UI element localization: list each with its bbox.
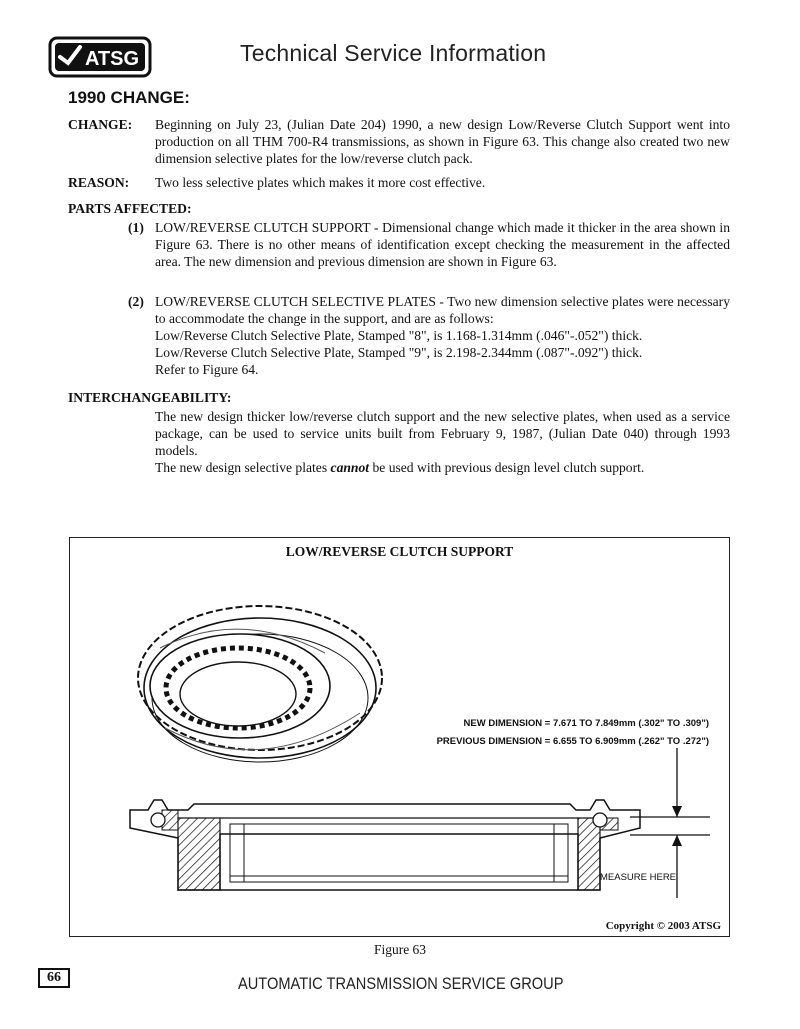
logo-text: ATSG — [84, 48, 140, 70]
interchangeability-text: The new design thicker low/reverse clutch support and the new selective plates, when used as a service package, can be used to service units built from February 9, 1987, (Julian Date 040) through 1993 models. — [155, 409, 730, 458]
item2-plate9: Low/Reverse Clutch Selective Plate, Stamped "9", is 2.198-2.344mm (.087"-.092") thick. — [155, 345, 643, 360]
atsg-logo — [48, 36, 152, 78]
reason-text: Two less selective plates which makes it more cost effective. — [155, 175, 486, 190]
ring-3d-view — [138, 606, 382, 762]
change-label: CHANGE: — [68, 117, 133, 132]
item2-block — [155, 293, 730, 378]
copyright: Copyright © 2003 ATSG — [605, 920, 721, 932]
footer-org: AUTOMATIC TRANSMISSION SERVICE GROUP — [238, 974, 564, 993]
item2-plate8: Low/Reverse Clutch Selective Plate, Stamped "8", is 1.168-1.314mm (.046"-.052") thick. — [155, 328, 643, 343]
page-number: 66 — [38, 968, 70, 988]
change-text: Beginning on July 23, (Julian Date 204) 1990, a new design Low/Reverse Clutch Support went into production on all THM 700-R4 transmissions, as shown in Figure 63. This change also created two new dimension selective plates for the low/reverse clutch pack. — [155, 117, 730, 166]
figure-63 — [69, 537, 730, 937]
cannot-emphasis: cannot — [330, 460, 370, 475]
item1-text: LOW/REVERSE CLUTCH SUPPORT - Dimensional change which made it thicker in the area shown in Figure 63. There is no other means of identification except checking the measurement in the affected area. The new dimension and previous dimension are shown in Figure 63. — [155, 220, 730, 269]
figure-caption: Figure 63 — [373, 942, 427, 957]
interchangeability-note: The new design selective plates cannot be used with previous design level clutch support. — [155, 460, 645, 475]
item2-text: LOW/REVERSE CLUTCH SELECTIVE PLATES - Two new dimension selective plates were necessary to accommodate the change in the support, and are as follows: — [155, 294, 730, 326]
new-dimension-label: NEW DIMENSION = 7.671 TO 7.849mm (.302" TO .309") — [463, 718, 709, 729]
reason-label: REASON: — [68, 175, 130, 190]
interchangeability-block — [155, 408, 730, 476]
item1-number: (1) — [128, 220, 144, 235]
ring-cross-section — [130, 800, 640, 895]
item2-refer: Refer to Figure 64. — [155, 362, 259, 377]
previous-dimension-label: PREVIOUS DIMENSION = 6.655 TO 6.909mm (.262" TO .272") — [436, 736, 709, 747]
item2-number: (2) — [128, 294, 144, 309]
measure-here-label: MEASURE HERE — [600, 872, 677, 883]
section-heading: 1990 CHANGE: — [68, 88, 190, 107]
page-title: Technical Service Information — [240, 40, 547, 66]
interchangeability-label: INTERCHANGEABILITY: — [68, 390, 232, 405]
parts-affected-label: PARTS AFFECTED: — [68, 201, 192, 216]
figure-title: LOW/REVERSE CLUTCH SUPPORT — [285, 544, 514, 559]
